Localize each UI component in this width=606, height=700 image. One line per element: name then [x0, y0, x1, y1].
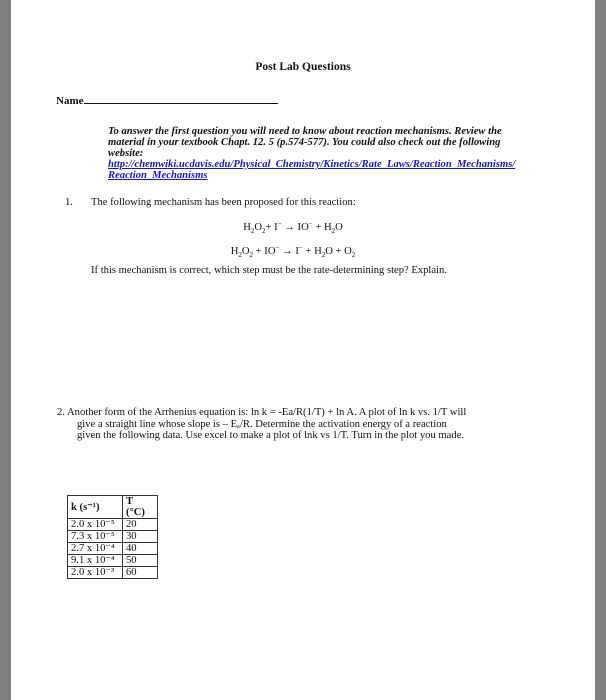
cell-k: 9.1 x 10⁻⁴: [68, 555, 123, 567]
cell-k: 2.7 x 10⁻⁴: [68, 543, 123, 555]
q1-text: The following mechanism has been proposed for this reaction:: [91, 197, 356, 208]
page-title: Post Lab Questions: [255, 61, 351, 73]
q1-question: If this mechanism is correct, which step must be the rate-determining step? Explain.: [91, 265, 447, 276]
reaction-step-2: $H_2O_2 + IO^- \to I^- + H_2O + O_2$: [230, 243, 356, 260]
cell-k: 2.0 x 10⁻⁵: [68, 519, 123, 531]
instructions-text: To answer the first question you will need to know about reaction mechanisms. Review the material in your textbook Chapt. 12. 5 (p.574-577). You could also check out the following website:: [108, 126, 502, 159]
q2-line-3: given the following data. Use excel to make a plot of lnk vs 1/T. Turn in the plot you made.: [77, 430, 464, 441]
cell-t: 40: [123, 543, 158, 555]
document-page: [11, 0, 595, 700]
q2-line-2: give a straight line whose slope is – Eₐ/R. Determine the activation energy of a reaction: [77, 418, 447, 430]
name-blank-line[interactable]: [84, 93, 278, 104]
cell-t: 20: [123, 519, 158, 531]
table-row: [68, 555, 158, 567]
cell-k: 2.0 x 10⁻³: [68, 567, 123, 579]
instructions: [108, 126, 520, 181]
q2-text: [57, 407, 466, 442]
cell-t: 60: [123, 567, 158, 579]
name-label: Name: [56, 95, 84, 107]
cell-t: 50: [123, 555, 158, 567]
table-row: [68, 543, 158, 555]
website-link[interactable]: http://chemwiki.ucdavis.edu/Physical_Chemistry/Kinetics/Rate_Laws/Reaction_Mechanisms/Reaction_Mechanisms: [108, 159, 516, 181]
table-row: [68, 531, 158, 543]
data-table: [67, 495, 158, 579]
q1-number: 1.: [65, 197, 73, 208]
cell-k: 7.3 x 10⁻⁵: [68, 531, 123, 543]
table-row: [68, 567, 158, 579]
q2-line-1: 2. Another form of the Arrhenius equation is: ln k = -Ea/R(1/T) + ln A. A plot of ln k vs. 1/T will: [57, 407, 467, 418]
header-k: k (s⁻¹): [68, 496, 123, 519]
reaction-step-1: $H_2O_2+ I^- \to IO^- + H_2O$: [243, 219, 343, 236]
table-header-row: [68, 496, 158, 519]
name-field[interactable]: [56, 93, 278, 107]
table-row: [68, 519, 158, 531]
cell-t: 30: [123, 531, 158, 543]
header-t: T (°C): [123, 496, 158, 519]
